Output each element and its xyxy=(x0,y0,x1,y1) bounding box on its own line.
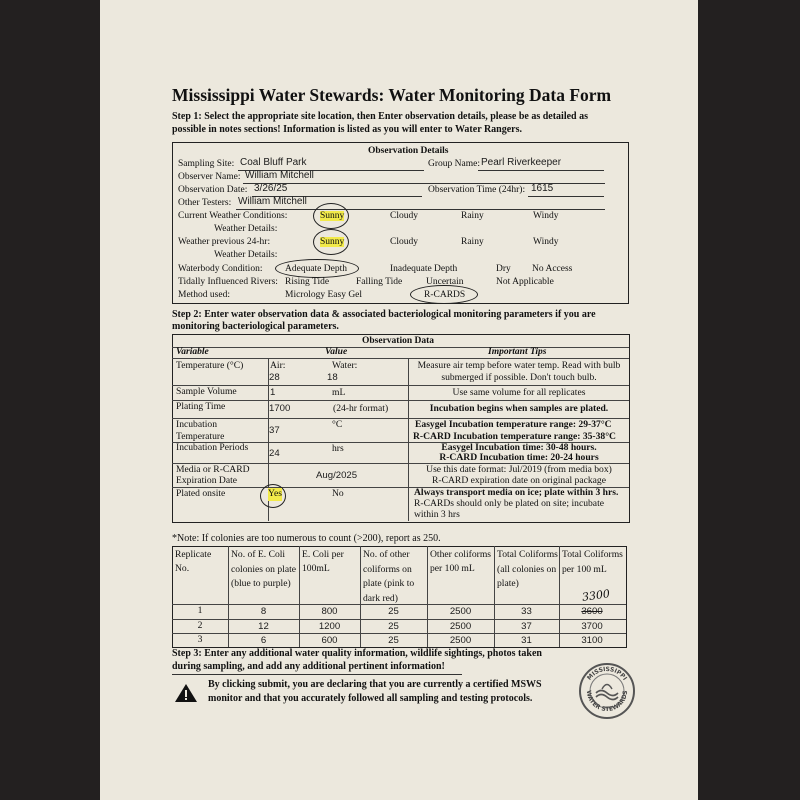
col-value: Value xyxy=(325,347,348,357)
air-temp-value[interactable]: 28 xyxy=(269,372,280,383)
row-expiration-label-2: Expiration Date xyxy=(176,475,238,486)
previous-weather-sunny[interactable]: Sunny xyxy=(320,237,345,247)
weather-details-label: Weather Details: xyxy=(214,224,278,234)
declaration-line1: By clicking submit, you are declaring that you are currently a certified MSWS xyxy=(208,679,542,690)
rep-col-ecoli-per-100: E. Coli per 100mL xyxy=(302,549,344,574)
plated-onsite-tip-2: R-CARDs should only be plated on site; incubate xyxy=(414,498,604,509)
rep1-ecoli-count[interactable]: 8 xyxy=(260,606,267,617)
previous-weather-rainy[interactable]: Rainy xyxy=(461,237,484,247)
svg-text:WATER STEWARDS: WATER STEWARDS xyxy=(584,689,630,714)
observation-date-value[interactable]: 3/26/25 xyxy=(254,183,288,194)
other-testers-value[interactable]: William Mitchell xyxy=(238,196,307,207)
air-label: Air: xyxy=(270,360,286,371)
step1-line1: Step 1: Select the appropriate site location, then Enter observation details, please be as detailed as xyxy=(172,111,588,122)
sampling-site-value[interactable]: Coal Bluff Park xyxy=(240,157,307,168)
row-incubation-temp-label: Incubation Temperature xyxy=(176,419,225,442)
rep1-ecoli-per-100[interactable]: 800 xyxy=(321,606,338,617)
group-name-label: Group Name: xyxy=(428,159,480,169)
rep1-total-per-100-struck[interactable]: 3600 xyxy=(581,606,603,617)
tidal-falling-tide[interactable]: Falling Tide xyxy=(356,277,403,287)
plated-onsite-tip-3: within 3 hrs xyxy=(414,509,460,520)
rep3-other-per-100[interactable]: 2500 xyxy=(449,635,472,646)
previous-weather-windy[interactable]: Windy xyxy=(533,237,559,247)
waterbody-adequate-depth[interactable]: Adequate Depth xyxy=(285,264,347,274)
rep3-other-count[interactable]: 25 xyxy=(388,635,399,646)
rep-col-total-per-100: Total Coliforms per 100 mL xyxy=(562,549,623,575)
col-variable: Variable xyxy=(176,347,209,357)
col-important-tips: Important Tips xyxy=(488,347,547,357)
method-micrology[interactable]: Micrology Easy Gel xyxy=(285,290,363,300)
waterbody-condition-label: Waterbody Condition: xyxy=(178,264,263,274)
sample-volume-tip: Use same volume for all replicates xyxy=(452,387,586,398)
rep-col-other-count: No. of other coliforms on plate (pink to dark red) xyxy=(363,549,415,604)
water-temp-value[interactable]: 18 xyxy=(327,372,338,383)
tidal-rising-tide[interactable]: Rising Tide xyxy=(285,277,330,287)
observer-name-label: Observer Name: xyxy=(178,172,241,182)
observation-time-label: Observation Time (24hr): xyxy=(428,185,526,195)
rep2-total-count[interactable]: 37 xyxy=(521,621,532,632)
row-expiration-label-1: Media or R-CARD xyxy=(176,464,250,475)
observation-data-heading: Observation Data xyxy=(362,336,435,346)
row-plating-time-label: Plating Time xyxy=(176,401,226,412)
observation-date-label: Observation Date: xyxy=(178,185,248,195)
table-row: 2 xyxy=(197,620,203,631)
previous-weather-cloudy[interactable]: Cloudy xyxy=(390,237,418,247)
svg-text:MISSISSIPPI: MISSISSIPPI xyxy=(585,665,629,682)
waterbody-dry[interactable]: Dry xyxy=(496,264,511,274)
incubation-temp-unit: °C xyxy=(332,419,343,430)
rep-col-total-count: Total Coliforms (all colonies on plate) xyxy=(497,549,558,589)
incubation-period-unit: hrs xyxy=(332,443,344,454)
rep-col-replicate: Replicate No. xyxy=(175,549,212,574)
expiration-tip-2: R-CARD expiration date on original package xyxy=(432,475,606,486)
weather-details-label-2: Weather Details: xyxy=(214,250,278,260)
current-weather-rainy[interactable]: Rainy xyxy=(461,211,484,221)
tidal-uncertain[interactable]: Uncertain xyxy=(426,277,464,287)
tidal-rivers-label: Tidally Influenced Rivers: xyxy=(178,277,278,287)
current-weather-windy[interactable]: Windy xyxy=(533,211,559,221)
rep2-ecoli-per-100[interactable]: 1200 xyxy=(318,621,341,632)
step3-line1: Step 3: Enter any additional water quality information, wildlife sightings, photos taken xyxy=(172,648,542,659)
rep3-ecoli-count[interactable]: 6 xyxy=(260,635,267,646)
row-sample-volume-label: Sample Volume xyxy=(176,386,237,397)
incubation-period-tip-1: Easygel Incubation time: 30-48 hours. xyxy=(441,442,597,453)
table-row: 3 xyxy=(197,634,203,645)
row-incubation-periods-label: Incubation Periods xyxy=(176,442,249,453)
expiration-tip-1: Use this date format: Jul/2019 (from media box) xyxy=(426,464,612,475)
group-name-value[interactable]: Pearl Riverkeeper xyxy=(481,157,562,168)
plated-onsite-tip-1: Always transport media on ice; plate within 3 hrs. xyxy=(414,487,619,498)
mississippi-water-stewards-seal xyxy=(578,662,636,725)
row-plated-onsite-label: Plated onsite xyxy=(176,488,226,499)
incubation-temp-tip-2: R-CARD Incubation temperature range: 35-38°C xyxy=(413,431,616,442)
colony-note: *Note: If colonies are too numerous to count (>200), report as 250. xyxy=(172,533,441,544)
rep1-other-per-100[interactable]: 2500 xyxy=(449,606,472,617)
rep1-other-count[interactable]: 25 xyxy=(388,606,399,617)
water-label: Water: xyxy=(332,360,358,371)
method-used-label: Method used: xyxy=(178,290,230,300)
rep1-total-per-100-correction: 3300 xyxy=(581,587,611,604)
step2-line1: Step 2: Enter water observation data & associated bacteriological monitoring parameters if you are xyxy=(172,309,596,320)
sampling-site-label: Sampling Site: xyxy=(178,159,235,169)
page-title: Mississippi Water Stewards: Water Monitoring Data Form xyxy=(172,85,612,105)
rep3-total-per-100[interactable]: 3100 xyxy=(581,635,603,646)
table-row: 1 xyxy=(197,605,203,616)
plated-onsite-no[interactable]: No xyxy=(332,488,344,499)
rep2-other-count[interactable]: 25 xyxy=(388,621,399,632)
waterbody-no-access[interactable]: No Access xyxy=(532,264,573,274)
waterbody-inadequate-depth[interactable]: Inadequate Depth xyxy=(390,264,458,274)
step1-line2: possible in notes sections! Information is listed as you will enter to Water Rangers. xyxy=(172,124,523,135)
row-temperature-label: Temperature (°C) xyxy=(176,360,244,371)
rep-col-other-per-100: Other coliforms per 100 mL xyxy=(430,549,492,574)
rep1-total-count[interactable]: 33 xyxy=(521,606,532,617)
plated-onsite-yes[interactable]: Yes xyxy=(268,488,282,499)
incubation-temp-value[interactable]: 37 xyxy=(269,425,280,436)
incubation-temp-tip-1: Easygel Incubation temperature range: 29-37°C xyxy=(415,419,612,430)
sample-volume-unit: mL xyxy=(332,387,346,398)
warning-icon xyxy=(174,683,198,708)
rep2-total-per-100[interactable]: 3700 xyxy=(581,621,603,632)
step3-line2: during sampling, and add any additional pertinent information! xyxy=(172,661,445,672)
incubation-period-value[interactable]: 24 xyxy=(269,448,280,459)
current-weather-cloudy[interactable]: Cloudy xyxy=(390,211,418,221)
expiration-value[interactable]: Aug/2025 xyxy=(316,470,358,481)
plating-time-tip: Incubation begins when samples are plated. xyxy=(429,403,609,414)
step2-line2: monitoring bacteriological parameters. xyxy=(172,321,339,332)
current-weather-sunny[interactable]: Sunny xyxy=(320,211,345,221)
rep3-ecoli-per-100[interactable]: 600 xyxy=(321,635,338,646)
sample-volume-value[interactable]: 1 xyxy=(270,387,276,398)
incubation-period-tip-2: R-CARD Incubation time: 20-24 hours xyxy=(439,452,599,463)
rep2-other-per-100[interactable]: 2500 xyxy=(449,621,472,632)
observation-time-value[interactable]: 1615 xyxy=(531,183,554,194)
current-weather-label: Current Weather Conditions: xyxy=(178,211,288,221)
rep-col-ecoli-count: No. of E. Coli colonies on plate (blue to purple) xyxy=(231,549,297,589)
method-rcards[interactable]: R-CARDS xyxy=(424,290,466,300)
observation-details-heading: Observation Details xyxy=(368,146,449,156)
tidal-not-applicable[interactable]: Not Applicable xyxy=(496,277,554,287)
weather-previous-label: Weather previous 24-hr: xyxy=(178,237,271,247)
observer-name-value[interactable]: William Mitchell xyxy=(245,170,314,181)
rep3-total-count[interactable]: 31 xyxy=(521,635,532,646)
temperature-tip: Measure air temp before water temp. Read with bulb submerged if possible. Don't touch bulb. xyxy=(417,360,621,383)
plating-time-unit: (24-hr format) xyxy=(333,403,389,414)
plating-time-value[interactable]: 1700 xyxy=(269,403,291,414)
rep2-ecoli-count[interactable]: 12 xyxy=(258,621,269,632)
declaration-line2: monitor and that you accurately followed all sampling and testing protocols. xyxy=(208,693,533,704)
other-testers-label: Other Testers: xyxy=(178,198,232,208)
